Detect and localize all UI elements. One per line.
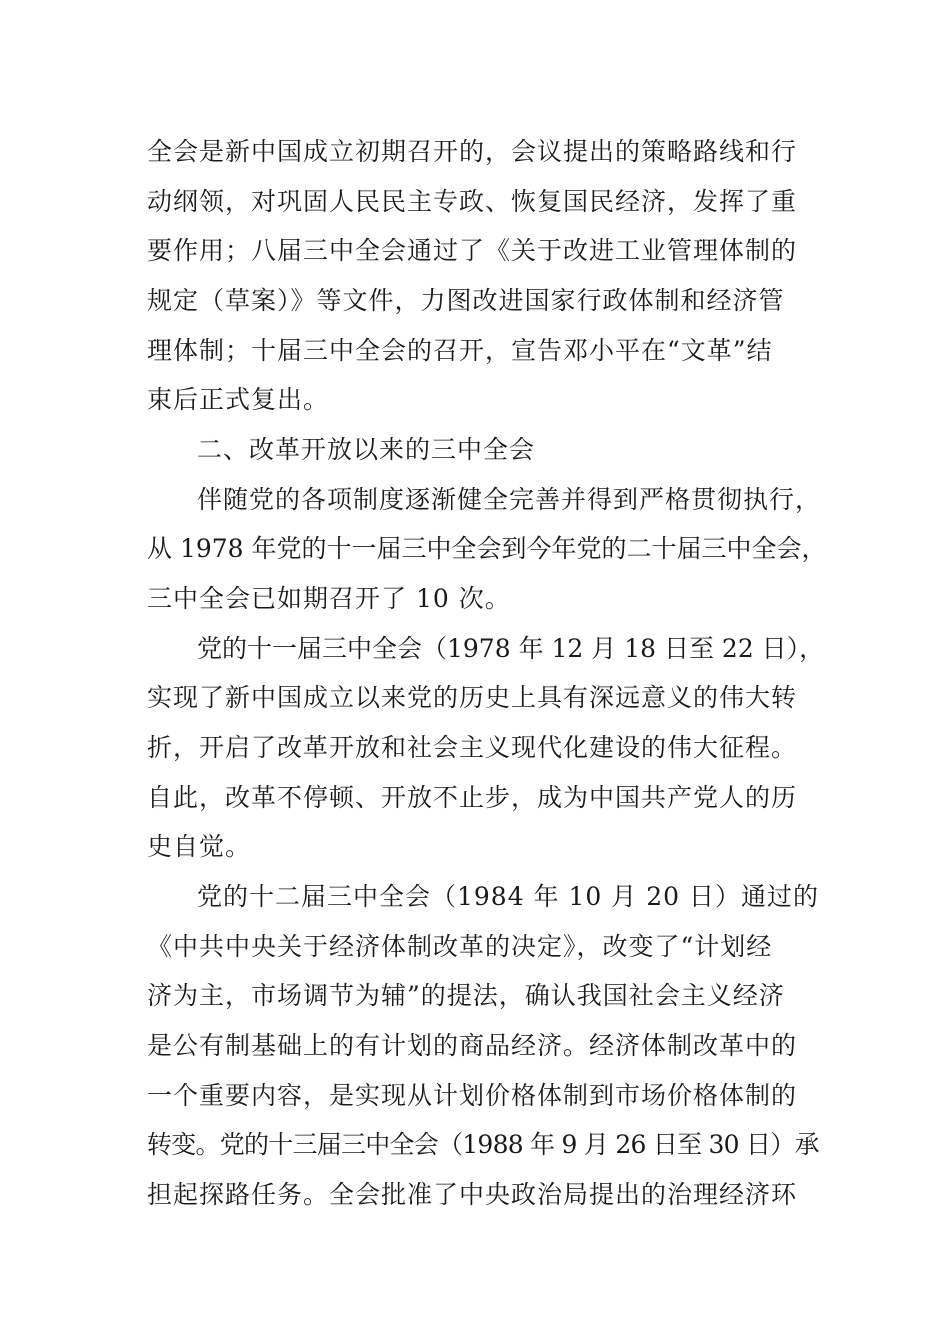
text-line: 《中共中央关于经济体制改革的决定》，改变了“计划经 bbox=[147, 932, 773, 961]
text-line: 史自觉。 bbox=[147, 832, 252, 861]
text-line: 党的十二届三中全会（1984 年 10 月 20 日）通过的 bbox=[197, 882, 819, 911]
text-line: 动纲领，对巩固人民民主专政、恢复国民经济，发挥了重 bbox=[147, 187, 798, 216]
text-line: 担起探路任务。全会批准了中央政治局提出的治理经济环 bbox=[147, 1180, 798, 1209]
section-heading: 二、改革开放以来的三中全会 bbox=[197, 435, 536, 464]
text-line: 折，开启了改革开放和社会主义现代化建设的伟大征程。 bbox=[147, 733, 798, 762]
text-line: 伴随党的各项制度逐渐健全完善并得到严格贯彻执行， bbox=[197, 485, 822, 514]
text-line: 束后正式复出。 bbox=[147, 385, 330, 414]
text-line: 三中全会已如期召开了 10 次。 bbox=[147, 584, 511, 613]
text-line: 规定（草案）》等文件，力图改进国家行政体制和经济管 bbox=[147, 286, 785, 315]
text-line: 从 1978 年党的十一届三中全会到今年党的二十届三中全会， bbox=[147, 534, 827, 563]
text-line: 党的十一届三中全会（1978 年 12 月 18 日至 22 日）， bbox=[197, 634, 825, 663]
text-line: 理体制；十届三中全会的召开，宣告邓小平在“文革”结 bbox=[147, 336, 773, 365]
text-line: 转变。党的十三届三中全会（1988 年 9 月 26 日至 30 日）承 bbox=[147, 1130, 819, 1159]
text-line: 是公有制基础上的有计划的商品经济。经济体制改革中的 bbox=[147, 1031, 798, 1060]
text-line: 济为主，市场调节为辅”的提法，确认我国社会主义经济 bbox=[147, 981, 785, 1010]
text-line: 实现了新中国成立以来党的历史上具有深远意义的伟大转 bbox=[147, 683, 798, 712]
text-line: 全会是新中国成立初期召开的，会议提出的策略路线和行 bbox=[147, 137, 798, 166]
text-line: 要作用；八届三中全会通过了《关于改进工业管理体制的 bbox=[147, 236, 798, 265]
text-line: 自此，改革不停顿、开放不止步，成为中国共产党人的历 bbox=[147, 783, 798, 812]
text-line: 一个重要内容，是实现从计划价格体制到市场价格体制的 bbox=[147, 1081, 798, 1110]
